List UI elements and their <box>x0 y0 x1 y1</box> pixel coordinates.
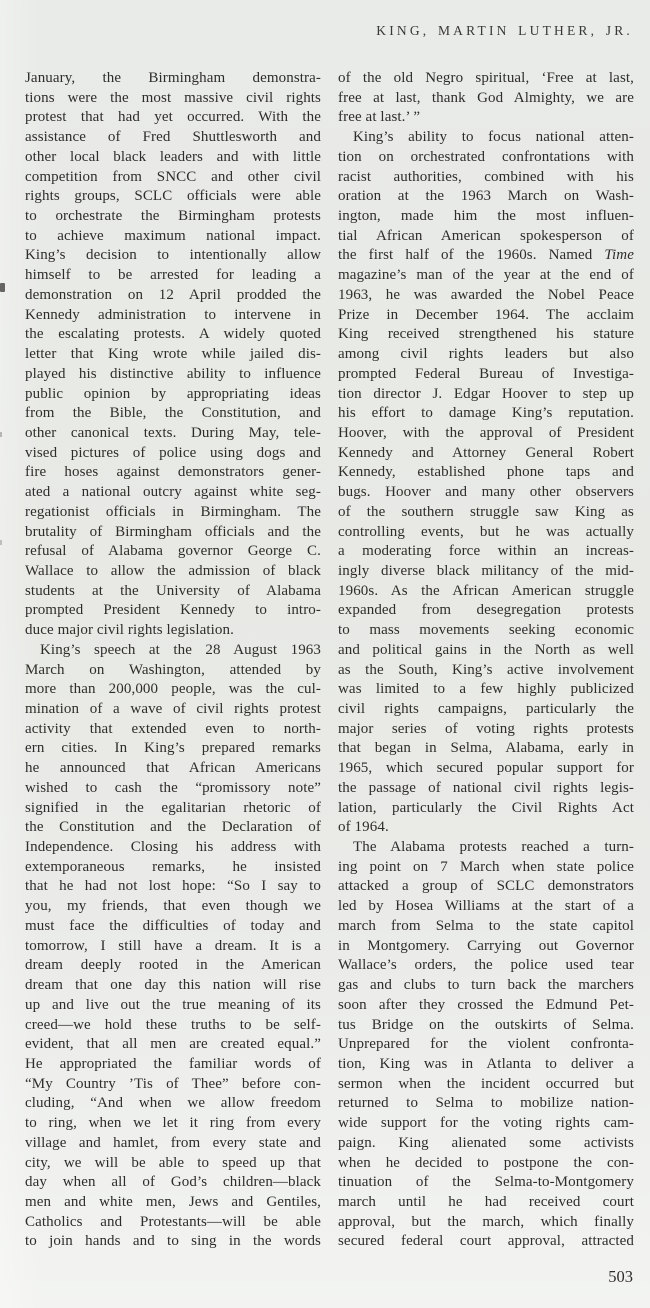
text-line: other local black leaders and with little <box>25 148 321 165</box>
text-line: Prize in December 1964. The acclaim <box>338 306 634 323</box>
text-line: to join hands and to sing in the words <box>25 1233 321 1250</box>
text-line: racist authorities, combined with his <box>338 168 634 185</box>
text-line: brutality of Birmingham officials and the <box>25 523 321 540</box>
text-line: Hoover, with the approval of President <box>338 424 634 441</box>
text-line: a moderating force within an increas- <box>338 543 634 560</box>
page-edge-mark <box>0 432 2 437</box>
text-line: tions were the most massive civil rights <box>25 89 321 106</box>
text-line: evident, that all men are created equal.” <box>25 1036 321 1053</box>
text-line: Kennedy, established phone taps and <box>338 464 634 481</box>
text-line: march until he had received court <box>338 1193 634 1210</box>
text-line: vised pictures of police using dogs and <box>25 444 321 461</box>
text-line: civil rights campaigns, particularly the <box>338 701 634 717</box>
text-line: played his distinctive ability to influence <box>25 365 321 382</box>
text-line: ern cities. In King’s prepared remarks <box>25 740 321 757</box>
text-line: extemporaneous remarks, he insisted <box>25 858 321 875</box>
text-line: soon after they crossed the Edmund Pet- <box>338 996 634 1013</box>
text-line: to ring, when we let it ring from every <box>25 1115 321 1132</box>
text-line: wide support for the voting rights cam- <box>338 1115 634 1132</box>
text-line: tinuation of the Selma-to-Montgomery <box>338 1174 634 1191</box>
text-line: competition from SNCC and other civil <box>25 168 321 185</box>
text-line: of the southern struggle saw King as <box>338 503 634 520</box>
text-line: activity that extended even to north- <box>25 720 321 737</box>
text-line: Unprepared for the violent confronta- <box>338 1036 634 1053</box>
text-line: free at last.’ ” <box>338 109 421 126</box>
text-line: ington, made him the most influen- <box>338 208 634 225</box>
text-line: the first half of the 1960s. Named Time <box>338 247 634 264</box>
running-head: KING, MARTIN LUTHER, JR. <box>376 23 633 38</box>
text-line: tus Bridge on the outskirts of Selma. <box>338 1016 634 1033</box>
text-line: King’s ability to focus national atten- <box>353 129 634 146</box>
text-line: he announced that African Americans <box>25 760 321 777</box>
text-line: and political gains in the North as well <box>338 641 634 658</box>
text-line: led by Hosea Williams at the start of a <box>338 898 634 915</box>
text-line: signified in the egalitarian rhetoric of <box>25 799 321 816</box>
text-line: the passage of national civil rights legis- <box>338 779 634 796</box>
text-line: protest that had yet occurred. With the <box>25 109 321 126</box>
text-line: free at last, thank God Almighty, we are <box>338 89 634 106</box>
page-edge-mark <box>0 540 2 545</box>
text-line: you, my friends, that even though we <box>25 898 321 915</box>
text-line: Kennedy administration to intervene in <box>25 306 321 323</box>
text-line: 1963, he was awarded the Nobel Peace <box>338 286 634 303</box>
text-line: bugs. Hoover and many other observers <box>338 484 634 501</box>
text-line: 1965, which secured popular support for <box>338 760 634 777</box>
text-line: demonstration on 12 April prodded the <box>25 286 321 303</box>
text-columns <box>25 69 634 1252</box>
text-line: rights groups, SCLC officials were able <box>25 188 321 205</box>
text-line: Wallace to allow the admission of black <box>25 562 321 579</box>
text-line: mination of a wave of civil rights protest <box>25 701 321 717</box>
text-line: approval, but the march, which finally <box>338 1213 634 1230</box>
text-line: public opinion by appropriating ideas <box>25 385 321 402</box>
text-line: dream deeply rooted in the American <box>25 957 321 974</box>
text-line: that began in Selma, Alabama, early in <box>338 740 634 757</box>
text-line: that he had not lost hope: “So I say to <box>25 878 321 895</box>
text-line: Independence. Closing his address with <box>25 839 321 856</box>
text-line: must face the difficulties of today and <box>25 917 321 934</box>
text-line: January, the Birmingham demonstra- <box>25 70 321 86</box>
text-line: King’s decision to intentionally allow <box>25 247 321 264</box>
text-line: tion, King was in Atlanta to deliver a <box>338 1055 634 1072</box>
text-line: prompted President Kennedy to intro- <box>25 602 321 619</box>
text-line: men and white men, Jews and Gentiles, <box>25 1193 321 1210</box>
text-line: fire hoses against demonstrators gener- <box>25 464 321 481</box>
text-line: himself to be arrested for leading a <box>25 267 321 284</box>
text-line: the escalating protests. A widely quoted <box>25 326 321 343</box>
text-line: refusal of Alabama governor George C. <box>25 543 321 560</box>
text-line: ing point on 7 March when state police <box>338 858 634 875</box>
text-line: duce major civil rights legislation. <box>25 622 234 639</box>
text-line: students at the University of Alabama <box>25 582 321 599</box>
text-line: Catholics and Protestants—will be able <box>25 1213 321 1230</box>
text-line: march from Selma to the state capitol <box>338 917 634 934</box>
text-line: letter that King wrote while jailed dis- <box>25 346 321 363</box>
text-line: other canonical texts. During May, tele- <box>25 424 321 441</box>
text-line: creed—we hold these truths to be self- <box>25 1016 321 1033</box>
text-line: to orchestrate the Birmingham protests <box>25 208 321 225</box>
text-line: controlling events, but he was actually <box>338 523 634 540</box>
text-line: lation, particularly the Civil Rights Act <box>338 799 634 816</box>
text-line: dream that one day this nation will rise <box>25 977 321 994</box>
text-line: tion on orchestrated confrontations with <box>338 148 634 165</box>
left-column <box>25 69 321 1252</box>
text-line: up and live out the true meaning of its <box>25 996 321 1013</box>
text-line: King received strengthened his stature <box>338 326 634 343</box>
text-line: the Constitution and the Declaration of <box>25 819 321 836</box>
text-line: his effort to damage King’s reputation. <box>338 405 634 422</box>
text-line: tial African American spokesperson of <box>338 227 634 244</box>
text-line: “My Country ’Tis of Thee” before con- <box>25 1075 321 1092</box>
text-line: gas and clubs to turn back the marchers <box>338 977 634 994</box>
text-line: as the South, King’s active involvement <box>338 661 634 678</box>
text-line: attacked a group of SCLC demonstrators <box>338 878 634 895</box>
text-line: of the old Negro spiritual, ‘Free at last, <box>338 70 634 86</box>
text-line: assistance of Fred Shuttlesworth and <box>25 129 321 146</box>
text-line: expanded from desegregation protests <box>338 602 634 619</box>
text-line: to achieve maximum national impact. <box>25 227 321 244</box>
text-line: more than 200,000 people, was the cul- <box>25 681 321 698</box>
text-line: Kennedy and Attorney General Robert <box>338 444 634 461</box>
text-line: tomorrow, I still have a dream. It is a <box>25 937 321 954</box>
text-line: wished to cash the “promissory note” <box>25 779 321 796</box>
text-line: ated a national outcry against white seg- <box>25 484 321 501</box>
text-line: was limited to a few highly publicized <box>338 681 634 698</box>
text-line: March on Washington, attended by <box>25 661 321 678</box>
text-line: prompted Federal Bureau of Investiga- <box>338 365 634 382</box>
text-line: among civil rights leaders but also <box>338 346 634 363</box>
text-line: King’s speech at the 28 August 1963 <box>40 641 321 658</box>
text-line: He appropriated the familiar words of <box>25 1055 321 1072</box>
text-line: 1960s. As the African American struggle <box>338 582 634 599</box>
text-line: magazine’s man of the year at the end of <box>338 267 634 284</box>
text-line: secured federal court approval, attracted <box>338 1233 634 1250</box>
text-line: Wallace’s orders, the police used tear <box>338 957 634 974</box>
text-line: day when all of God’s children—black <box>25 1174 321 1191</box>
text-line: of 1964. <box>338 819 389 836</box>
text-line: ingly diverse black militancy of the mid- <box>338 562 634 579</box>
text-line: major series of voting rights protests <box>338 720 634 737</box>
right-column <box>338 69 634 1252</box>
text-line: in Montgomery. Carrying out Governor <box>338 937 634 954</box>
text-line: regationist officials in Birmingham. The <box>25 503 321 520</box>
page-number: 503 <box>608 1267 633 1286</box>
text-line: from the Bible, the Constitution, and <box>25 405 321 422</box>
text-line: city, we will be able to speed up that <box>25 1154 321 1171</box>
text-line: tion director J. Edgar Hoover to step up <box>338 385 634 402</box>
text-line: returned to Selma to mobilize nation- <box>338 1095 634 1112</box>
text-line: to mass movements seeking economic <box>338 622 634 639</box>
text-line: paign. King alienated some activists <box>338 1134 634 1151</box>
text-line: sermon when the incident occurred but <box>338 1075 634 1092</box>
text-line: oration at the 1963 March on Wash- <box>338 188 634 205</box>
page-edge-mark <box>0 283 5 292</box>
text-line: cluding, “And when we allow freedom <box>25 1095 321 1112</box>
text-line: The Alabama protests reached a turn- <box>353 839 634 856</box>
text-line: village and hamlet, from every state and <box>25 1134 321 1151</box>
text-line: when he decided to postpone the con- <box>338 1154 634 1171</box>
